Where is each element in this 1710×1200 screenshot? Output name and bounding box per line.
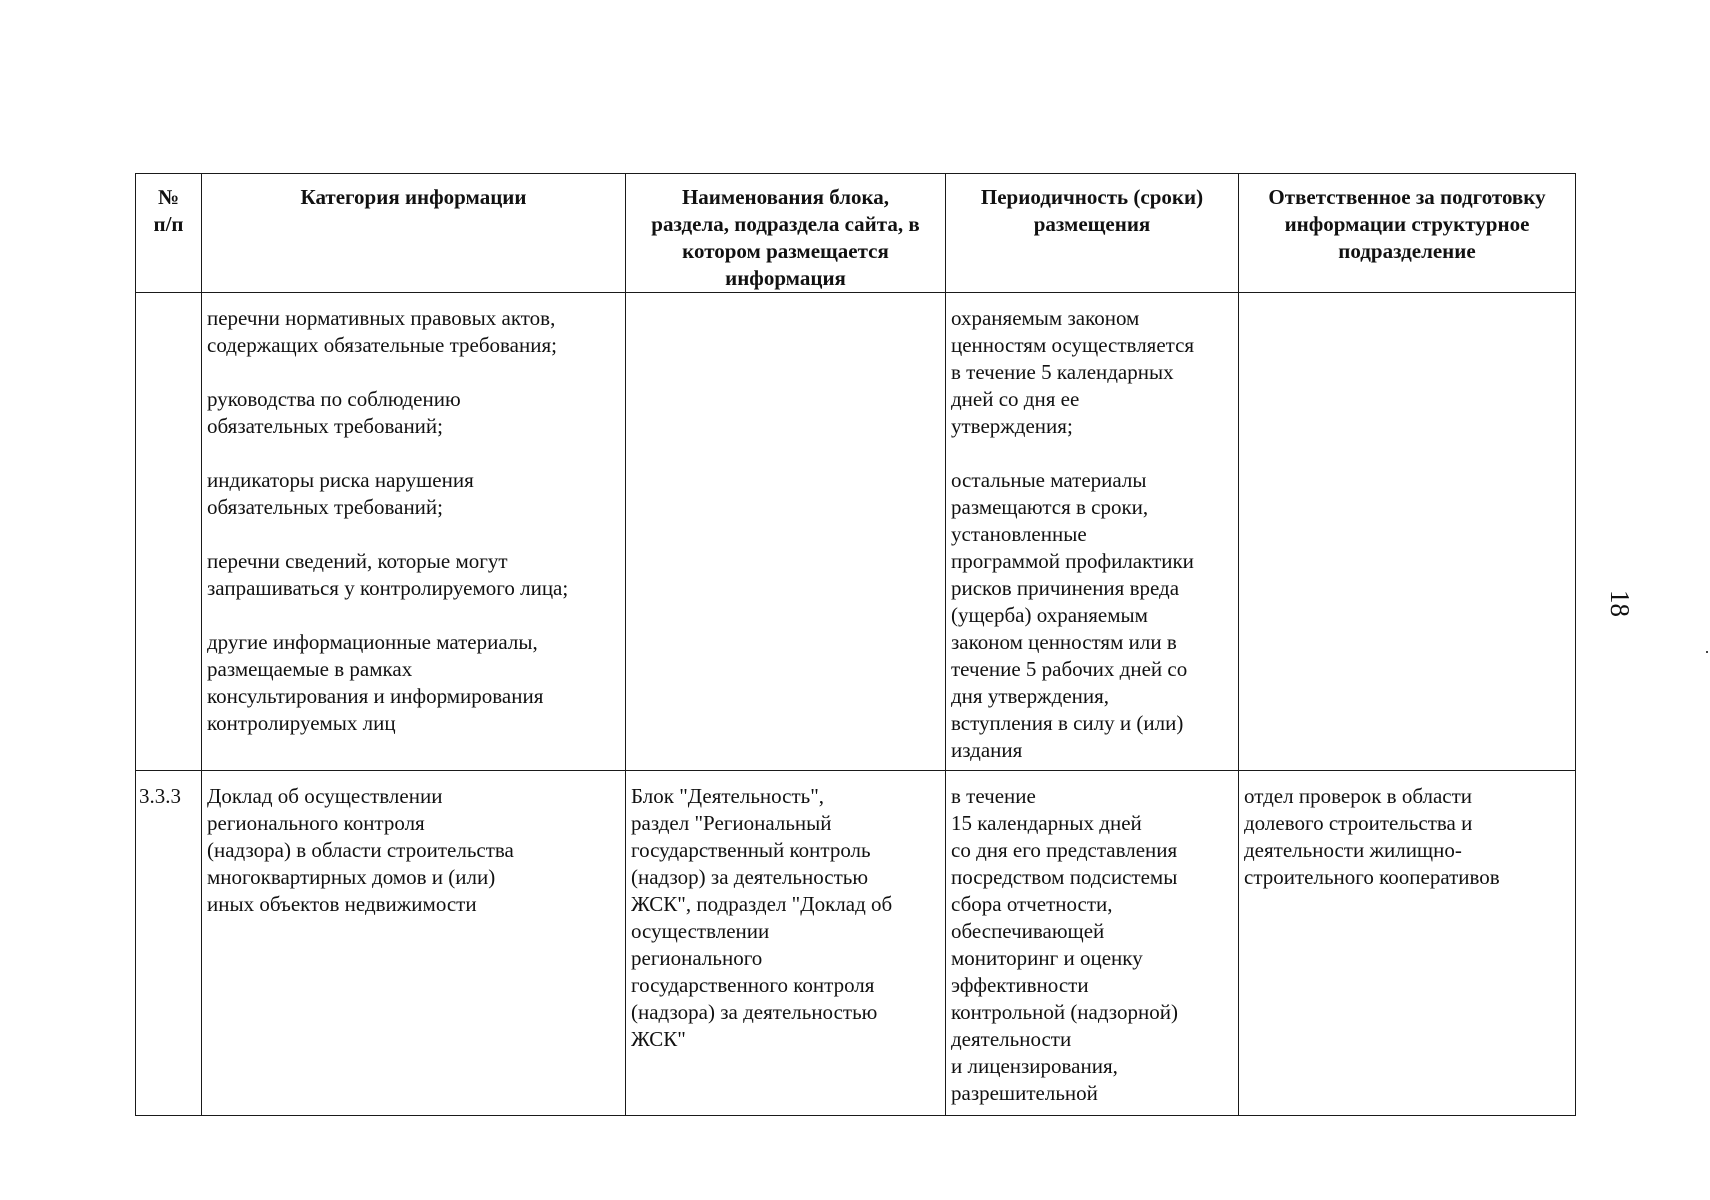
header-number-text: № п/п: [153, 185, 184, 236]
cell-category-text: Доклад об осуществлении регионального контроля (надзора) в области строительства многоквартирных домов и (или) иных объектов недвижимости: [207, 784, 514, 916]
header-period-text: Периодичность (сроки) размещения: [980, 185, 1204, 236]
cell-number-text: 3.3.3: [139, 784, 181, 808]
info-table: [135, 173, 1576, 1116]
header-category: [202, 174, 626, 293]
cell-block: [626, 771, 946, 1116]
cell-category-text: перечни нормативных правовых актов, содержащих обязательные требования; руководства по соблюдению обязательных требований; индикаторы риска нарушения обязательных требований; перечни сведений, которые могут запрашиваться у контролируемого лица; другие информационные материалы, размещаемые в рамках консультирования и информирования контролируемых лиц: [207, 306, 569, 735]
header-responsible: [1239, 174, 1576, 293]
cell-block-text: Блок "Деятельность", раздел "Региональный государственный контроль (надзор) за деятельностью ЖСК", подраздел "Доклад об осуществлении регионального государственного контроля (надзора) за деятельностью ЖСК": [631, 784, 893, 1051]
table-body: [136, 293, 1576, 1116]
header-block: [626, 174, 946, 293]
header-period: [946, 174, 1239, 293]
header-category-text: Категория информации: [300, 185, 527, 209]
cell-block: [626, 293, 946, 771]
cell-number: [136, 293, 202, 771]
header-responsible-text: Ответственное за подготовку информации структурное подразделение: [1268, 185, 1546, 263]
cell-category: [202, 293, 626, 771]
cell-responsible-text: отдел проверок в области долевого строительства и деятельности жилищно- строительного кооперативов: [1244, 784, 1500, 889]
header-row: [136, 174, 1576, 293]
page-number: 18: [1605, 590, 1635, 617]
table-row: [136, 771, 1576, 1116]
header-block-text: Наименования блока, раздела, подраздела сайта, в котором размещается информация: [651, 185, 920, 290]
cell-number: [136, 771, 202, 1116]
cell-period: [946, 293, 1239, 771]
header-number: [136, 174, 202, 293]
table-row: [136, 293, 1576, 771]
cell-category: [202, 771, 626, 1116]
table-header: [136, 174, 1576, 293]
cell-period-text: охраняемым законом ценностям осуществляется в течение 5 календарных дней со дня ее утверждения; остальные материалы размещаются в сроки, установленные программой профилактики рисков причинения вреда (ущерба) охраняемым законом ценностям или в течение 5 рабочих дней со дня утверждения, вступления в силу и (или) издания: [951, 306, 1195, 762]
cell-responsible: [1239, 771, 1576, 1116]
cell-responsible: [1239, 293, 1576, 771]
cell-period: [946, 771, 1239, 1116]
scan-speck: [1706, 651, 1708, 653]
cell-period-text: в течение 15 календарных дней со дня его представления посредством подсистемы сбора отчетности, обеспечивающей мониторинг и оценку эффективности контрольной (надзорной) деятельности и лицензирования, разрешительной: [951, 784, 1178, 1105]
